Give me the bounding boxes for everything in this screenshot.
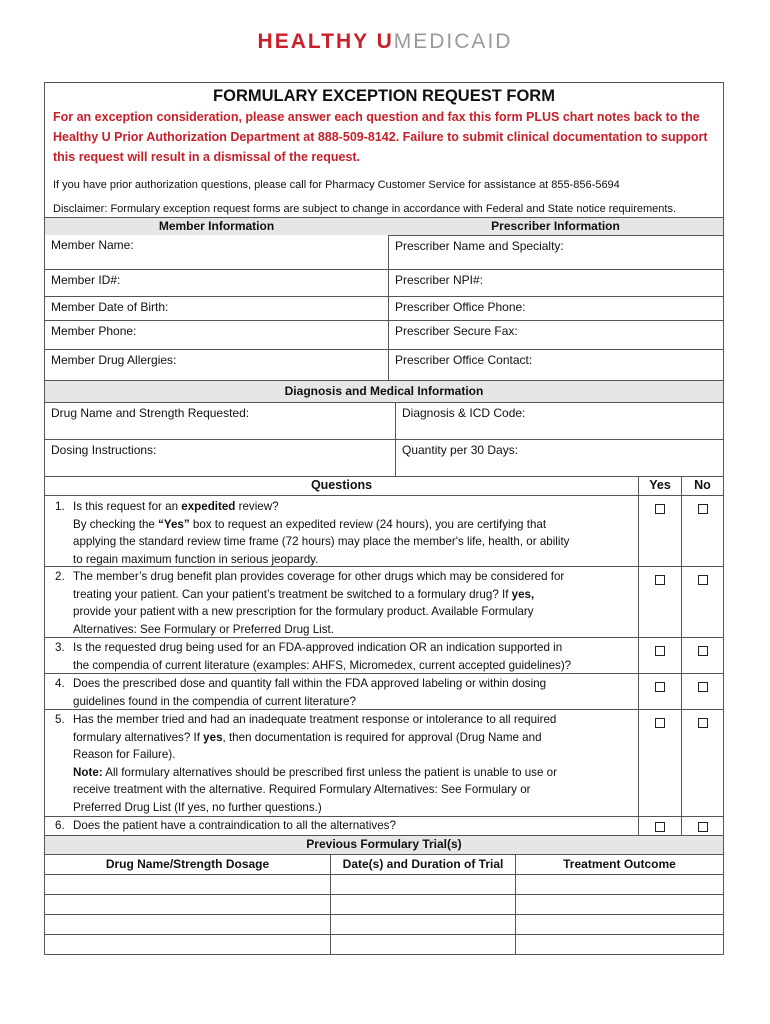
question-1: 1. Is this request for an expedited review? By checking the “Yes” box to request an expedited review (24 hours), you are certifying that applying the standard review time frame (72 hours) may place the member's life, health, or ability to regain maximum function in serious jeopardy. xyxy=(55,500,570,566)
trial-drug-cell[interactable] xyxy=(45,915,330,934)
prescriber-npi-field[interactable]: Prescriber NPI#: xyxy=(388,270,723,296)
trial-row xyxy=(45,894,723,914)
member-phone-field[interactable]: Member Phone: xyxy=(51,324,137,338)
trial-date-cell[interactable] xyxy=(330,895,515,914)
trial-drug-cell[interactable] xyxy=(45,875,330,894)
drug-requested-field[interactable]: Drug Name and Strength Requested: xyxy=(51,406,250,420)
logo-light-text: MEDICAID xyxy=(393,30,513,53)
trial-outcome-column-header: Treatment Outcome xyxy=(515,855,723,874)
trial-outcome-cell[interactable] xyxy=(515,875,723,894)
disclaimer: Disclaimer: Formulary exception request forms are subject to change in accordance with Federal and State notice requirements. xyxy=(53,203,677,215)
dosing-instructions-field[interactable]: Dosing Instructions: xyxy=(51,443,157,457)
logo-bold-text: HEALTHY U xyxy=(257,30,394,53)
no-column-header: No xyxy=(681,477,723,495)
question-3: 3. Is the requested drug being used for an FDA-approved indication OR an indication supported in the compendia of current literature (examples: AHFS, Micromedex, current accepted guidelines)? xyxy=(55,641,572,672)
exception-request-form xyxy=(44,82,724,955)
trial-row xyxy=(45,874,723,894)
yes-column-header: Yes xyxy=(638,477,681,495)
q2-no-checkbox[interactable] xyxy=(698,575,708,585)
diagnosis-header: Diagnosis and Medical Information xyxy=(284,384,484,398)
questions-header: Questions xyxy=(45,477,638,495)
fax-instructions: For an exception consideration, please answer each question and fax this form PLUS chart notes back to the Healthy U Prior Authorization Department at 888-509-8142. Failure to submit clinical documentation to support this request will result in a dismissal of the request. xyxy=(53,110,708,164)
question-5: 5. Has the member tried and had an inadequate treatment response or intolerance to all required formulary alternatives? If yes, then documentation is required for approval (Drug Name and Reason for Failure). Note: All formulary alternatives should be prescribed first unless the patient is unable to use or receive treatment with the alternative. Required Formulary Alternatives: See Formulary or Preferred Drug List (If yes, no further questions.) xyxy=(55,713,557,814)
question-2: 2. The member’s drug benefit plan provides coverage for other drugs which may be considered for treating your patient. Can your patient’s treatment be switched to a formulary drug? If yes, provide your patient with a new prescription for the formulary product. Available Formulary Alternatives: See Formulary or Preferred Drug List. xyxy=(55,570,565,636)
q5-no-checkbox[interactable] xyxy=(698,718,708,728)
q6-yes-checkbox[interactable] xyxy=(655,822,665,832)
trial-outcome-cell[interactable] xyxy=(515,895,723,914)
trial-drug-cell[interactable] xyxy=(45,935,330,954)
trial-row xyxy=(45,934,723,954)
diagnosis-icd-field[interactable]: Diagnosis & ICD Code: xyxy=(395,403,723,439)
member-name-field[interactable]: Member Name: xyxy=(51,238,134,252)
trial-outcome-cell[interactable] xyxy=(515,915,723,934)
member-allergies-field[interactable]: Member Drug Allergies: xyxy=(51,353,177,367)
trial-drug-cell[interactable] xyxy=(45,895,330,914)
member-info-header: Member Information xyxy=(158,219,275,233)
trial-date-cell[interactable] xyxy=(330,875,515,894)
form-title: FORMULARY EXCEPTION REQUEST FORM xyxy=(213,87,555,105)
prescriber-phone-field[interactable]: Prescriber Office Phone: xyxy=(388,297,723,320)
prescriber-name-field[interactable]: Prescriber Name and Specialty: xyxy=(388,235,723,269)
trial-row xyxy=(45,914,723,934)
healthy-u-medicaid-logo xyxy=(0,30,770,54)
trial-date-column-header: Date(s) and Duration of Trial xyxy=(330,855,515,874)
trial-outcome-cell[interactable] xyxy=(515,935,723,954)
trial-date-cell[interactable] xyxy=(330,915,515,934)
prescriber-contact-field[interactable]: Prescriber Office Contact: xyxy=(388,350,723,380)
q1-no-checkbox[interactable] xyxy=(698,504,708,514)
question-4: 4. Does the prescribed dose and quantity fall within the FDA approved labeling or within dosing guidelines found in the compendia of current literature? xyxy=(55,677,547,708)
member-id-field[interactable]: Member ID#: xyxy=(51,273,121,287)
prescriber-fax-field[interactable]: Prescriber Secure Fax: xyxy=(388,321,723,349)
q4-no-checkbox[interactable] xyxy=(698,682,708,692)
quantity-field[interactable]: Quantity per 30 Days: xyxy=(395,440,723,476)
phone-note: If you have prior authorization questions, please call for Pharmacy Customer Service for assistance at 855-856-5694 xyxy=(53,179,620,191)
q6-no-checkbox[interactable] xyxy=(698,822,708,832)
q5-yes-checkbox[interactable] xyxy=(655,718,665,728)
trial-date-cell[interactable] xyxy=(330,935,515,954)
question-6: 6. Does the patient have a contraindication to all the alternatives? xyxy=(55,819,396,832)
member-dob-field[interactable]: Member Date of Birth: xyxy=(51,300,169,314)
q4-yes-checkbox[interactable] xyxy=(655,682,665,692)
q3-yes-checkbox[interactable] xyxy=(655,646,665,656)
q3-no-checkbox[interactable] xyxy=(698,646,708,656)
trial-drug-column-header: Drug Name/Strength Dosage xyxy=(105,857,270,871)
previous-trials-header: Previous Formulary Trial(s) xyxy=(306,837,462,851)
q1-yes-checkbox[interactable] xyxy=(655,504,665,514)
q2-yes-checkbox[interactable] xyxy=(655,575,665,585)
prescriber-info-header: Prescriber Information xyxy=(491,219,620,233)
